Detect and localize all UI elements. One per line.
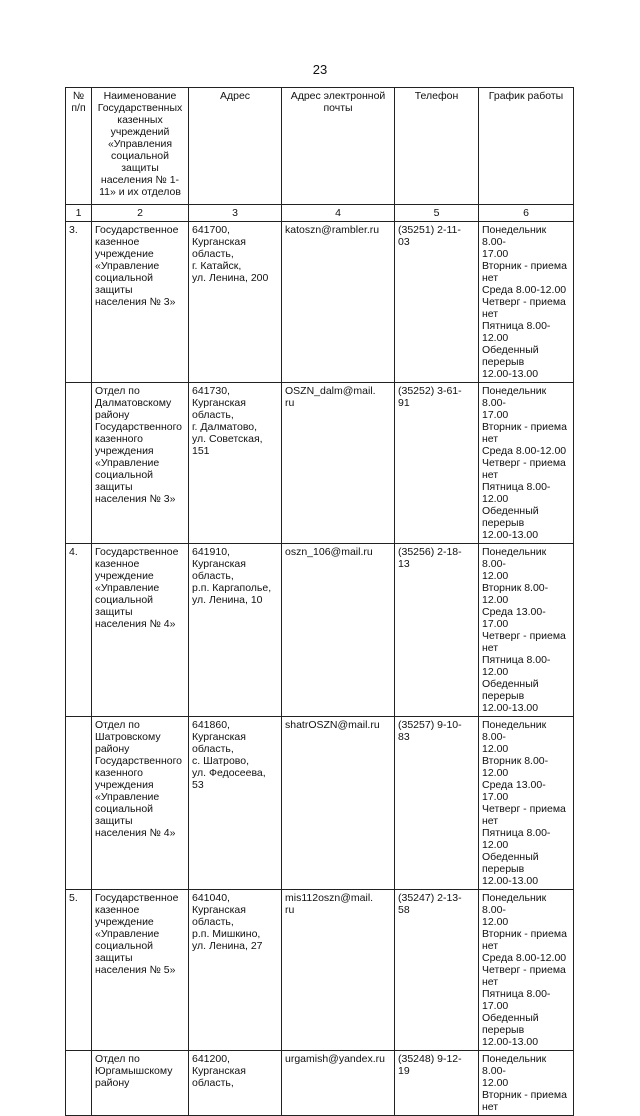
email-cell [282,890,395,1051]
column-index-row [66,205,574,222]
cell-line: 641730, [192,385,230,397]
institution-name [92,544,189,717]
cell-line: Понедельник 8.00- [482,224,547,248]
cell-line: населения № 4» [95,618,176,630]
cell-line: защиты [95,606,133,618]
cell-line: 11» и их отделов [99,186,181,198]
cell-line: Государственных [97,102,183,114]
cell-line: shatrOSZN@mail.ru [285,719,380,731]
cell-line: Вторник 8.00-12.00 [482,582,549,606]
cell-line: Среда 13.00-17.00 [482,779,546,803]
phone-cell [395,544,479,717]
cell-line: Среда 13.00-17.00 [482,606,546,630]
cell-line: «Управления [107,138,173,150]
cell-line: 12.00 [482,916,509,928]
cell-line: п/п [71,102,86,114]
cell-line: Четверг - приема нет [482,296,566,320]
column-index: 1 [66,205,92,222]
table-row [66,544,574,717]
phone-cell [395,890,479,1051]
cell-line: (35247) 2-13- [398,892,462,904]
institution-name [92,222,189,383]
cell-line: социальной [95,272,154,284]
header-number [66,88,92,205]
header-name [92,88,189,205]
cell-line: 19 [398,1065,410,1077]
cell-line: Четверг - приема нет [482,457,566,481]
cell-line: «Управление [95,582,160,594]
page-number: 23 [312,62,328,77]
cell-line: «Управление [95,457,160,469]
schedule-cell [479,383,574,544]
cell-line: Юргамышскому [95,1065,173,1077]
cell-line: защиты [121,162,159,174]
cell-line: населения № 1- [100,174,180,186]
cell-line: Далматовскому [95,397,172,409]
row-number: 3. [66,222,92,383]
cell-line: Пятница 8.00-17.00 [482,988,551,1012]
cell-line: социальной [95,803,154,815]
cell-line: 12.00 [482,1077,509,1089]
cell-line: казенное [95,236,140,248]
cell-line: область, [192,1077,234,1089]
table-row [66,717,574,890]
cell-line: Понедельник 8.00- [482,719,547,743]
institution-name [92,717,189,890]
address-cell [189,222,282,383]
cell-line: почты [323,102,353,114]
cell-line: Отдел по [95,385,140,397]
cell-line: Государственного [95,755,183,767]
cell-line: Курганская [192,558,246,570]
email-cell [282,544,395,717]
cell-line: р.п. Каргаполье, [192,582,272,594]
cell-line: Государственное [95,892,179,904]
cell-line: 91 [398,397,410,409]
column-index: 5 [395,205,479,222]
cell-line: область, [192,570,234,582]
email-cell [282,717,395,890]
cell-line: (35252) 3-61- [398,385,462,397]
phone-cell [395,222,479,383]
table-row [66,222,574,383]
cell-line: защиты [95,815,133,827]
phone-cell [395,717,479,890]
cell-line: Адрес электронной [290,90,386,102]
row-number: 5. [66,890,92,1051]
cell-line: область, [192,248,234,260]
cell-line: Пятница 8.00-12.00 [482,827,551,851]
cell-line: ул. Ленина, 200 [192,272,269,284]
address-cell [189,544,282,717]
cell-line: ул. Советская, [192,433,263,445]
cell-line: ru [285,904,295,916]
cell-line: область, [192,409,234,421]
table-body [66,222,574,1116]
cell-line: 12.00 [482,570,509,582]
cell-line: urgamish@yandex.ru [285,1053,385,1065]
cell-line: 12.00-13.00 [482,529,539,541]
email-cell [282,222,395,383]
cell-line: казенное [95,558,140,570]
cell-line: Адрес [219,90,251,102]
cell-line: 03 [398,236,410,248]
cell-line: Понедельник 8.00- [482,546,547,570]
cell-line: 17.00 [482,248,509,260]
address-cell [189,1051,282,1116]
cell-line: Вторник - приема нет [482,260,567,284]
cell-line: № [72,90,85,102]
schedule-cell [479,222,574,383]
cell-line: Государственного [95,421,183,433]
cell-line: Отдел по [95,1053,140,1065]
cell-line: казенных [117,114,163,126]
cell-line: 12.00 [482,743,509,755]
cell-line: социальной [95,469,154,481]
cell-line: Пятница 8.00-12.00 [482,481,551,505]
cell-line: учреждения [95,779,154,791]
cell-line: району [95,409,130,421]
cell-line: 12.00-13.00 [482,368,539,380]
column-index: 6 [479,205,574,222]
cell-line: Обеденный перерыв [482,1012,539,1036]
cell-line: населения № 4» [95,827,176,839]
header-schedule [479,88,574,205]
cell-line: 641200, [192,1053,230,1065]
cell-line: Пятница 8.00-12.00 [482,654,551,678]
cell-line: казенного [95,767,143,779]
schedule-cell [479,890,574,1051]
cell-line: району [95,743,130,755]
cell-line: ул. Федосеева, [192,767,266,779]
row-number [66,1051,92,1116]
cell-line: 83 [398,731,410,743]
cell-line: Наименование [103,90,177,102]
schedule-cell [479,1051,574,1116]
cell-line: 12.00-13.00 [482,875,539,887]
cell-line: защиты [95,952,133,964]
institutions-table [65,87,574,1116]
cell-line: ru [285,397,295,409]
cell-line: 13 [398,558,410,570]
cell-line: График работы [488,90,564,102]
email-cell [282,383,395,544]
cell-line: mis112oszn@mail. [285,892,374,904]
cell-line: населения № 3» [95,493,176,505]
cell-line: Вторник - приема нет [482,421,567,445]
cell-line: Курганская [192,1065,246,1077]
column-index: 2 [92,205,189,222]
cell-line: 151 [192,445,210,457]
row-number: 4. [66,544,92,717]
cell-line: ул. Ленина, 27 [192,940,263,952]
row-number [66,717,92,890]
cell-line: Обеденный перерыв [482,678,539,702]
column-index: 3 [189,205,282,222]
cell-line: (35248) 9-12- [398,1053,462,1065]
cell-line: 641860, [192,719,230,731]
cell-line: Обеденный перерыв [482,851,539,875]
address-cell [189,890,282,1051]
cell-line: Среда 8.00-12.00 [482,952,567,964]
cell-line: область, [192,916,234,928]
row-number [66,383,92,544]
cell-line: OSZN_dalm@mail. [285,385,376,397]
cell-line: учреждения [95,445,154,457]
cell-line: 641040, [192,892,230,904]
cell-line: социальной [95,940,154,952]
cell-line: 58 [398,904,410,916]
cell-line: Пятница 8.00-12.00 [482,320,551,344]
cell-line: казенного [95,433,143,445]
cell-line: Обеденный перерыв [482,344,539,368]
cell-line: «Управление [95,791,160,803]
cell-line: Вторник - приема нет [482,1089,567,1113]
institution-name [92,1051,189,1116]
table-row [66,890,574,1051]
cell-line: защиты [95,481,133,493]
schedule-cell [479,717,574,890]
cell-line: 641910, [192,546,230,558]
cell-line: Понедельник 8.00- [482,385,547,409]
cell-line: Курганская [192,731,246,743]
cell-line: Государственное [95,546,179,558]
cell-line: району [95,1077,130,1089]
cell-line: казенное [95,904,140,916]
institution-name [92,890,189,1051]
cell-line: учреждение [95,248,154,260]
cell-line: «Управление [95,260,160,272]
cell-line: Государственное [95,224,179,236]
cell-line: Вторник - приема нет [482,928,567,952]
cell-line: социальной [110,150,170,162]
cell-line: Среда 8.00-12.00 [482,284,567,296]
cell-line: 12.00-13.00 [482,1036,539,1048]
email-cell [282,1051,395,1116]
cell-line: Понедельник 8.00- [482,1053,547,1077]
table-row [66,1051,574,1116]
cell-line: Понедельник 8.00- [482,892,547,916]
cell-line: 53 [192,779,204,791]
cell-line: Отдел по [95,719,140,731]
cell-line: (35256) 2-18- [398,546,462,558]
cell-line: г. Далматово, [192,421,258,433]
cell-line: защиты [95,284,133,296]
cell-line: Курганская [192,904,246,916]
cell-line: Среда 8.00-12.00 [482,445,567,457]
header-row [66,88,574,205]
header-phone [395,88,479,205]
cell-line: с. Шатрово, [192,755,250,767]
cell-line: Четверг - приема нет [482,630,566,654]
address-cell [189,717,282,890]
cell-line: учреждений [110,126,170,138]
cell-line: Вторник 8.00-12.00 [482,755,549,779]
address-cell [189,383,282,544]
table-row [66,383,574,544]
cell-line: Обеденный перерыв [482,505,539,529]
cell-line: Телефон [414,90,459,102]
phone-cell [395,383,479,544]
institution-name [92,383,189,544]
cell-line: учреждение [95,570,154,582]
cell-line: учреждение [95,916,154,928]
cell-line: (35251) 2-11- [398,224,461,236]
cell-line: katoszn@rambler.ru [285,224,380,236]
cell-line: населения № 5» [95,964,176,976]
cell-line: населения № 3» [95,296,176,308]
cell-line: Курганская [192,236,246,248]
cell-line: Курганская [192,397,246,409]
cell-line: г. Катайск, [192,260,242,272]
cell-line: (35257) 9-10- [398,719,462,731]
cell-line: «Управление [95,928,160,940]
cell-line: 17.00 [482,409,509,421]
cell-line: р.п. Мишкино, [192,928,261,940]
column-index: 4 [282,205,395,222]
cell-line: 641700, [192,224,230,236]
cell-line: область, [192,743,234,755]
phone-cell [395,1051,479,1116]
cell-line: ул. Ленина, 10 [192,594,263,606]
header-email [282,88,395,205]
schedule-cell [479,544,574,717]
cell-line: Четверг - приема нет [482,964,566,988]
cell-line: социальной [95,594,154,606]
cell-line: 12.00-13.00 [482,702,539,714]
header-address [189,88,282,205]
cell-line: Четверг - приема нет [482,803,566,827]
cell-line: Шатровскому [95,731,161,743]
cell-line: oszn_106@mail.ru [285,546,373,558]
